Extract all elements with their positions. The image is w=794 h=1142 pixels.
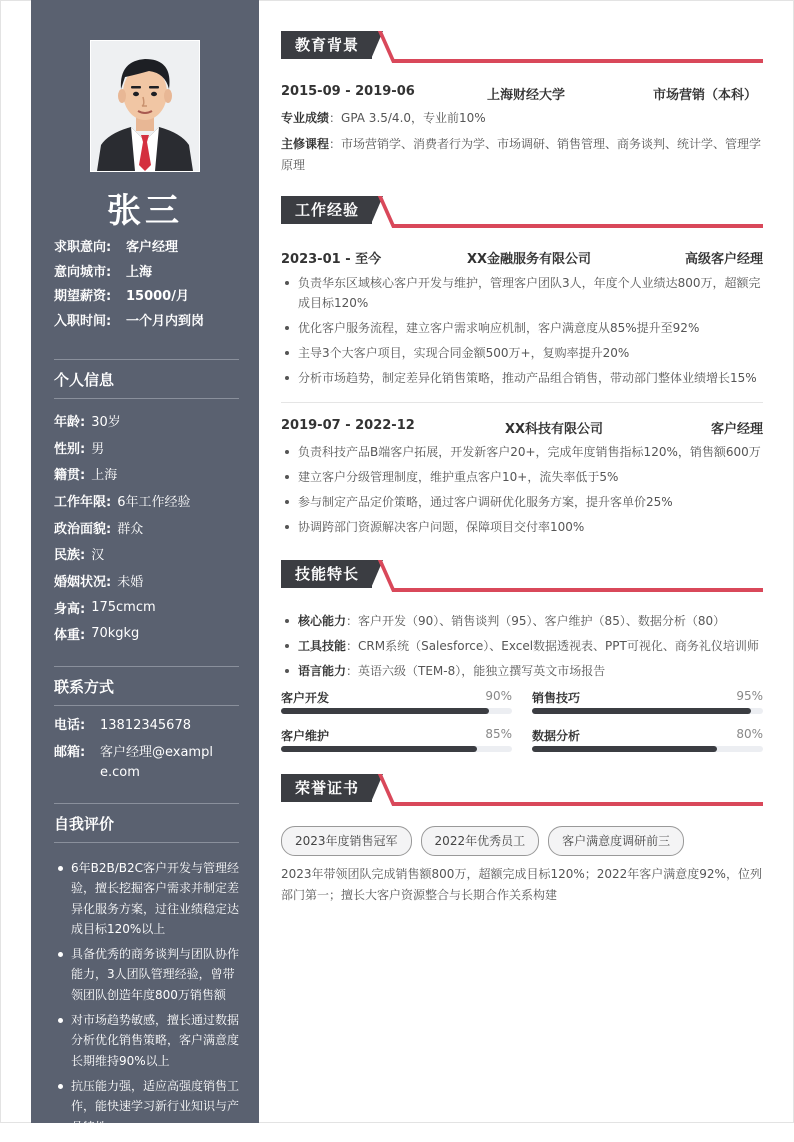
- skill-percent: 95%: [736, 689, 763, 703]
- skill-line-value: ：客户开发（90）、销售谈判（95）、客户维护（85）、数据分析（80）: [346, 614, 726, 628]
- job-separator: [281, 402, 763, 403]
- skill-bar: [532, 689, 763, 725]
- section-title: 工作经验: [281, 196, 372, 224]
- info-value: 6年工作经验: [117, 494, 191, 510]
- intent-label: 意向城市:: [54, 264, 112, 280]
- intent-label: 入职时间:: [54, 313, 112, 329]
- intent-value: 上海: [126, 264, 153, 280]
- info-label: 政治面貌:: [54, 521, 112, 537]
- edu-score-value: ：GPA 3.5/4.0，专业前10%: [329, 111, 486, 125]
- info-value: 男: [91, 441, 105, 457]
- edu-score-label: 专业成绩: [281, 111, 330, 125]
- skill-line: [281, 636, 763, 656]
- job-bullet: 负责科技产品B端客户拓展，开发新客户20+，完成年度销售指标120%，销售额600万: [281, 442, 763, 462]
- job-period: 2023-01 - 至今: [281, 252, 382, 267]
- edu-courses-label: 主修课程: [281, 137, 330, 151]
- skill-bar: [281, 727, 512, 763]
- info-value: 70kgkg: [91, 626, 140, 642]
- job-role: 高级客户经理: [684, 252, 763, 267]
- accent-line: [393, 588, 763, 592]
- job-header: [281, 418, 763, 436]
- section-title: 技能特长: [281, 560, 372, 588]
- edu-score: [281, 108, 763, 129]
- section-header-honors: [281, 774, 763, 806]
- info-label: 身高:: [54, 601, 86, 617]
- job-bullet: 协调跨部门资源解决客户问题，保障项目交付率100%: [281, 517, 763, 537]
- job-bullet: 建立客户分级管理制度，维护重点客户10+，流失率低于5%: [281, 467, 763, 487]
- job-intent: [54, 236, 204, 334]
- avatar: [90, 40, 200, 172]
- info-label: 婚姻状况:: [54, 574, 112, 590]
- sidebar-divider: [54, 666, 239, 667]
- section-title: 荣誉证书: [281, 774, 372, 802]
- intent-value: 客户经理: [126, 240, 179, 255]
- edu-school: 上海财经大学: [487, 88, 566, 103]
- skill-name: 客户维护: [281, 729, 330, 743]
- contact-label: 电话:: [54, 718, 86, 733]
- job-period: 2019-07 - 2022-12: [281, 418, 415, 433]
- skill-lines: [281, 611, 763, 686]
- honor-tags: [281, 826, 693, 856]
- contact-title: 联系方式: [54, 678, 115, 696]
- candidate-name: 张三: [107, 191, 183, 231]
- skill-line-label: 工具技能: [298, 639, 347, 653]
- info-value: 未婚: [117, 574, 144, 590]
- job-company: XX科技有限公司: [505, 422, 604, 437]
- skill-name: 销售技巧: [532, 691, 581, 705]
- job-bullet: 参与制定产品定价策略，通过客户调研优化服务方案，提升客单价25%: [281, 492, 763, 512]
- sidebar: [31, 0, 259, 1134]
- self-eval-item: 6年B2B/B2C客户开发与管理经验，擅长挖掘客户需求并制定差异化服务方案，过往业绩稳定达成目标120%以上: [54, 858, 244, 939]
- info-value: 30岁: [91, 414, 121, 430]
- skill-fill: [281, 708, 489, 714]
- email-value[interactable]: 客户经理@example.com: [100, 745, 213, 780]
- honor-tag: 客户满意度调研前三: [548, 826, 684, 856]
- skill-track: [281, 708, 512, 714]
- intent-value: 15000/月: [126, 289, 189, 304]
- intent-label: 期望薪资:: [54, 289, 112, 304]
- honor-tag: 2022年优秀员工: [421, 826, 540, 856]
- skill-fill: [532, 746, 717, 752]
- contact-list: [54, 716, 220, 790]
- skill-percent: 80%: [736, 727, 763, 741]
- honor-tag: 2023年度销售冠军: [281, 826, 412, 856]
- info-label: 体重:: [54, 628, 86, 644]
- skill-line-value: ：CRM系统（Salesforce）、Excel数据透视表、PPT可视化、商务礼仪培训师: [346, 639, 759, 653]
- personal-info-title: 个人信息: [54, 371, 115, 389]
- info-value: 汉: [91, 548, 105, 564]
- personal-info-list: [54, 407, 190, 647]
- skill-track: [532, 708, 763, 714]
- skill-fill: [281, 746, 477, 752]
- contact-label: 邮箱:: [54, 745, 86, 760]
- accent-line: [393, 224, 763, 228]
- skill-line-label: 核心能力: [298, 614, 347, 628]
- section-title: 教育背景: [281, 31, 372, 59]
- self-eval-item: 具备优秀的商务谈判与团队协作能力，3人团队管理经验，曾带领团队创造年度800万销售额: [54, 944, 244, 1005]
- sidebar-divider: [54, 803, 239, 804]
- sidebar-divider: [54, 359, 239, 360]
- skill-line: [281, 611, 763, 631]
- job-bullet: 分析市场趋势，制定差异化销售策略，推动产品组合销售，带动部门整体业绩增长15%: [281, 368, 763, 388]
- skill-bar: [281, 689, 512, 725]
- intent-value: 一个月内到岗: [126, 313, 205, 329]
- info-value: 175cmcm: [91, 599, 156, 615]
- job-bullet: 负责华东区域核心客户开发与维护，管理客户团队3人，年度个人业绩达800万，超额完成目标120%: [281, 273, 763, 313]
- skill-line-value: ：英语六级（TEM-8），能独立撰写英文市场报告: [346, 664, 606, 678]
- sidebar-divider: [54, 398, 239, 399]
- skill-track: [532, 746, 763, 752]
- job-header: [281, 248, 763, 266]
- skill-track: [281, 746, 512, 752]
- job-role: 客户经理: [710, 422, 763, 437]
- job-bullets: [281, 442, 763, 542]
- phone-value[interactable]: 13812345678: [100, 718, 191, 733]
- avatar-illustration: [91, 41, 199, 171]
- section-header-education: [281, 31, 763, 63]
- skill-fill: [532, 708, 751, 714]
- self-eval-title: 自我评价: [54, 815, 115, 833]
- intent-label: 求职意向:: [54, 240, 112, 255]
- skill-line-label: 语言能力: [298, 664, 347, 678]
- job-bullets: [281, 273, 763, 393]
- skill-name: 数据分析: [532, 729, 581, 743]
- skill-bar: [532, 727, 763, 763]
- info-label: 年龄:: [54, 414, 86, 430]
- job-bullet: 主导3个大客户项目，实现合同金额500万+，复购率提升20%: [281, 343, 763, 363]
- info-label: 民族:: [54, 548, 86, 564]
- self-eval-item: 对市场趋势敏感，擅长通过数据分析优化销售策略，客户满意度长期维持90%以上: [54, 1010, 244, 1071]
- self-eval-item: 抗压能力强，适应高强度销售工作，能快速学习新行业知识与产品特性: [54, 1076, 244, 1137]
- info-value: 群众: [117, 521, 144, 537]
- skill-percent: 85%: [485, 727, 512, 741]
- job-company: XX金融服务有限公司: [467, 252, 592, 267]
- skill-line: [281, 661, 763, 681]
- self-eval-list: [54, 858, 244, 1142]
- sidebar-divider: [54, 842, 239, 843]
- info-label: 性别:: [54, 441, 86, 457]
- job-bullet: 优化客户服务流程，建立客户需求响应机制，客户满意度从85%提升至92%: [281, 318, 763, 338]
- accent-line: [393, 59, 763, 63]
- sidebar-divider: [54, 705, 239, 706]
- skill-name: 客户开发: [281, 691, 330, 705]
- info-label: 籍贯:: [54, 468, 86, 484]
- section-header-skills: [281, 560, 763, 592]
- skill-percent: 90%: [485, 689, 512, 703]
- info-label: 工作年限:: [54, 494, 112, 510]
- accent-line: [393, 802, 763, 806]
- edu-period: 2015-09 - 2019-06: [281, 84, 415, 99]
- edu-major: 市场营销（本科）: [652, 88, 757, 103]
- section-header-work: [281, 196, 763, 228]
- info-value: 上海: [91, 468, 118, 484]
- edu-courses: [281, 134, 763, 176]
- edu-courses-value: ：市场营销学、消费者行为学、市场调研、销售管理、商务谈判、统计学、管理学原理: [281, 137, 762, 172]
- honors-summary: 2023年带领团队完成销售额800万，超额完成目标120%；2022年客户满意度92%，位列部门第一；擅长大客户资源整合与长期合作关系构建: [281, 867, 762, 902]
